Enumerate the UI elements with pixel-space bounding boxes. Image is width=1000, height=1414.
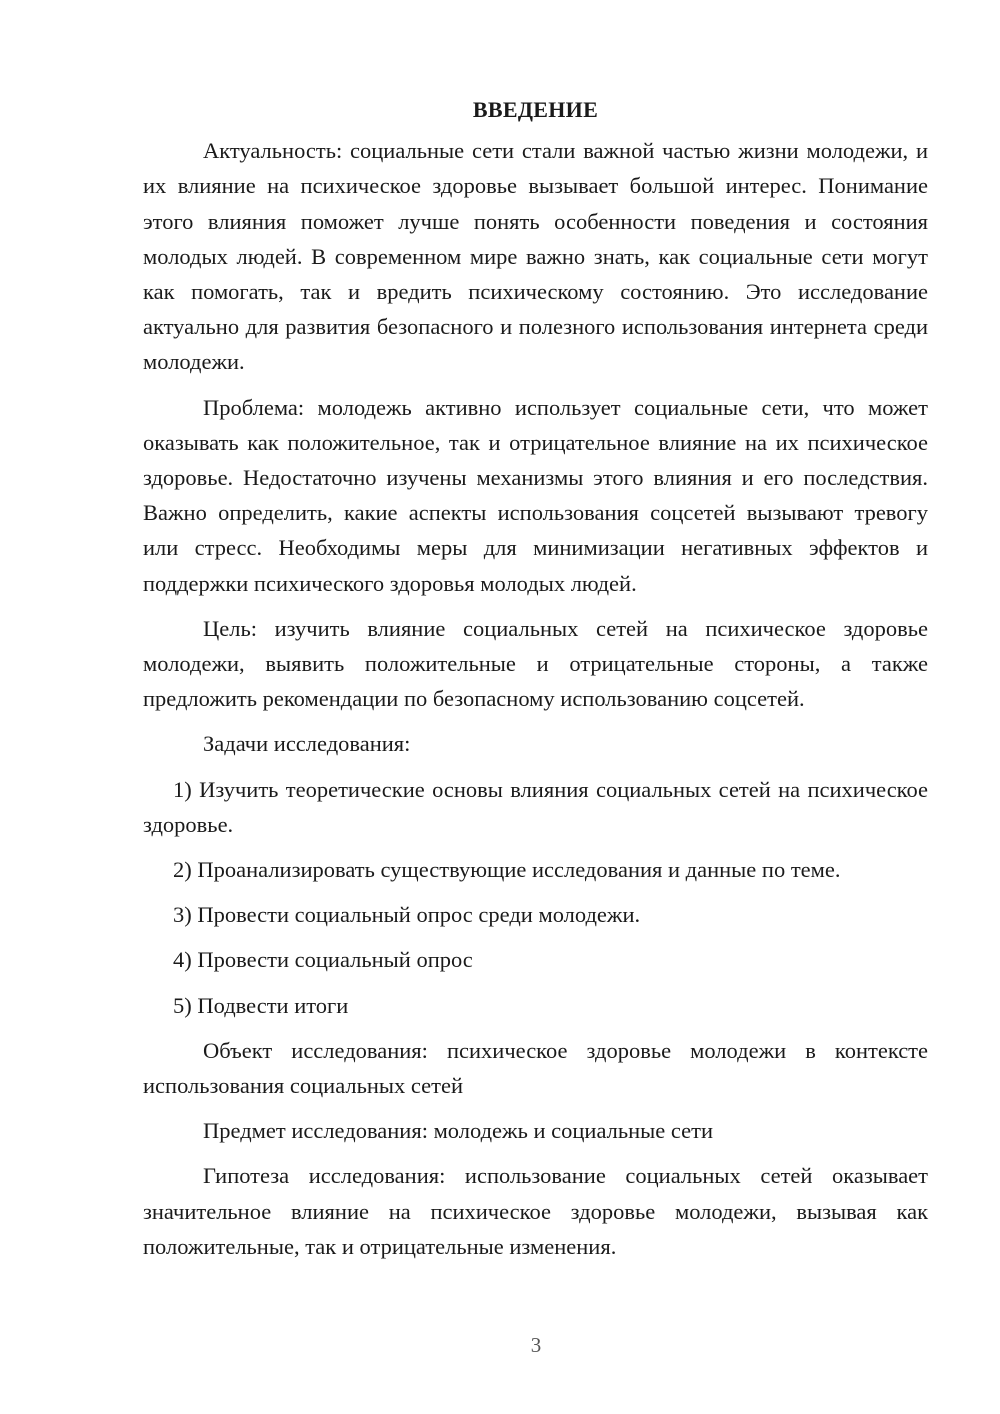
relevance-paragraph: Актуальность: социальные сети стали важной частью жизни молодежи, и их влияние на психическое здоровье вызывает большой интерес. Понимание этого влияния поможет лучше понять особенности поведения и состояния молодых людей. В современном мире важно знать, как социальные сети могут как помогать, так и вредить психическому состоянию. Это исследование актуально для развития безопасного и полезного использования интернета среди молодежи. [143,138,928,375]
goal-paragraph: Цель: изучить влияние социальных сетей на психическое здоровье молодежи, выявить положительные и отрицательные стороны, а также предложить рекомендации по безопасному использованию соцсетей. [143,615,928,712]
problem-paragraph: Проблема: молодежь активно использует социальные сети, что может оказывать как положительное, так и отрицательное влияние на их психическое здоровье. Недостаточно изучены механизмы этого влияния и его последствия. Важно определить, какие аспекты использования соцсетей вызывают тревогу или стресс. Необходимы меры для минимизации негативных эффектов и поддержки психического здоровья молодых людей. [143,394,928,596]
page-number: 3 [530,1333,542,1357]
document-page [143,92,928,1274]
tasks-heading: Задачи исследования: [203,731,411,757]
hypothesis-paragraph: Гипотеза исследования: использование социальных сетей оказывает значительное влияние на психическое здоровье молодежи, вызывая как положительные, так и отрицательные изменения. [143,1163,928,1259]
task-item-5: 5) Подвести итоги [173,992,349,1018]
object-paragraph: Объект исследования: психическое здоровье молодежи в контексте использования социальных сетей [143,1037,928,1099]
task-item-1: 1) Изучить теоретические основы влияния социальных сетей на психическое здоровье. [143,776,928,837]
task-item-3: 3) Провести социальный опрос среди молодежи. [173,902,641,928]
task-item-2: 2) Проанализировать существующие исследования и данные по теме. [173,857,841,883]
subject-paragraph: Предмет исследования: молодежь и социальные сети [203,1118,714,1144]
task-item-4: 4) Провести социальный опрос [173,947,473,973]
page-title: ВВЕДЕНИЕ [472,97,599,122]
